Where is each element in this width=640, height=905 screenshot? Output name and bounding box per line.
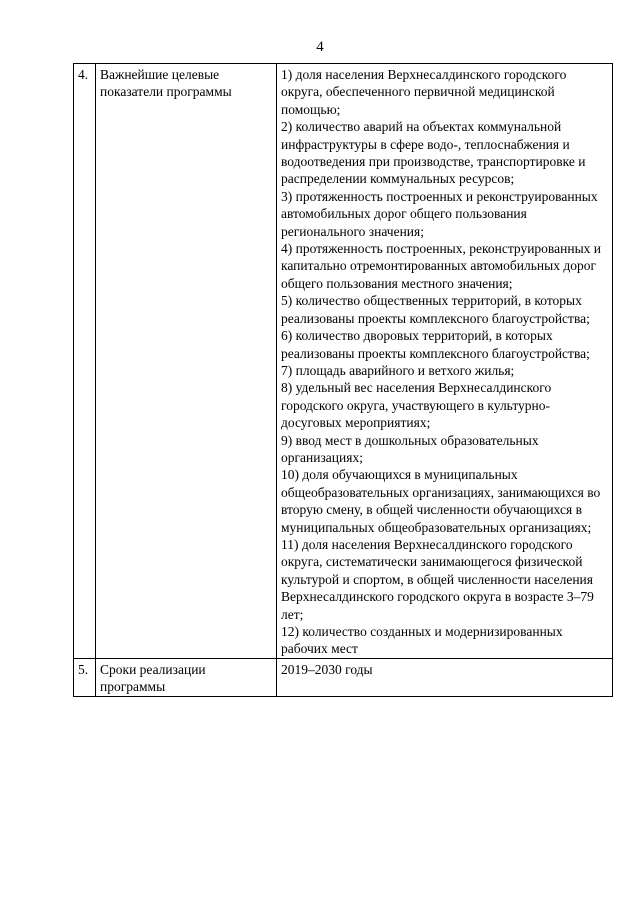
row-label: Сроки реализации программы <box>96 658 277 696</box>
indicator-item: 7) площадь аварийного и ветхого жилья; <box>281 362 515 378</box>
indicator-item: 10) доля обучающихся в муниципальных общеобразовательных организациях, занимающихся во вторую смену, в общей численности обучающихся в муниципальных общеобразовательных организациях; <box>281 467 601 535</box>
row-label: Важнейшие целевые показатели программы <box>96 64 277 659</box>
indicator-item: 12) количество созданных и модернизированных рабочих мест <box>281 624 563 657</box>
indicator-item: 2) количество аварий на объектах коммунальной инфраструктуры в сфере водо-, теплоснабжения и водоотведения при производстве, транспортировке и распределении коммунальных ресурсов; <box>281 119 586 187</box>
indicator-item: 4) протяженность построенных, реконструированных и капитально отремонтированных автомобильных дорог общего пользования местного значения; <box>281 241 601 291</box>
indicator-item: 3) протяженность построенных и реконструированных автомобильных дорог общего пользования регионального значения; <box>281 188 598 239</box>
indicator-item: 11) доля населения Верхнесалдинского городского округа, систематически занимающегося физической культурой и спортом, в общей численности населения Верхнесалдинского городского округа в возрасте 3–79 лет; <box>281 536 594 622</box>
row-number: 5. <box>74 658 96 696</box>
indicator-list <box>277 64 613 659</box>
page-number: 4 <box>316 39 324 55</box>
table-row <box>74 64 613 659</box>
passport-table <box>73 63 613 697</box>
indicator-item: 1) доля населения Верхнесалдинского городского округа, обеспеченного первичной медицинской помощью; <box>281 67 567 117</box>
indicator-item: 9) ввод мест в дошкольных образовательных организациях; <box>281 432 539 465</box>
indicator-item: 8) удельный вес населения Верхнесалдинского городского округа, участвующего в культурно-досуговых мероприятиях; <box>281 380 552 431</box>
table-row <box>74 658 613 696</box>
indicator-item: 6) количество дворовых территорий, в которых реализованы проекты комплексного благоустройства; <box>281 328 590 361</box>
indicator-item: 5) количество общественных территорий, в которых реализованы проекты комплексного благоустройства; <box>281 293 590 326</box>
row-number: 4. <box>74 64 96 659</box>
row-value: 2019–2030 годы <box>277 658 613 696</box>
